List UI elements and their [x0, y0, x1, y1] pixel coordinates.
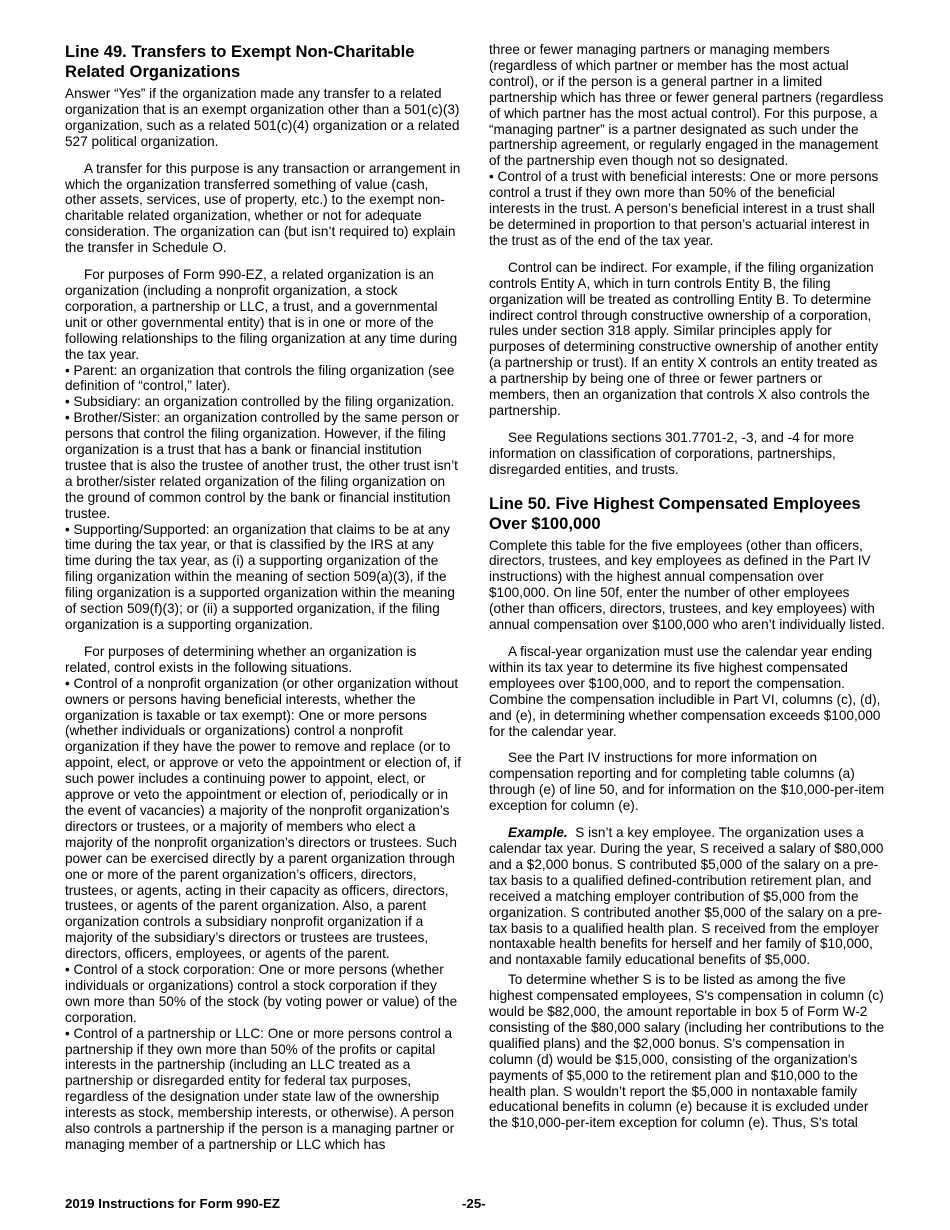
example-paragraph — [489, 825, 885, 968]
page-number: -25- — [462, 1196, 486, 1211]
line-49-heading: Line 49. Transfers to Exempt Non-Charitable Related Organizations — [65, 42, 415, 81]
related-organization-definition: For purposes of Form 990-EZ, a related organization is an organization (including a nonprofit organization, a stock corporation, a partnership or LLC, a trust, and a governmental unit or other governmental entity) that is in one or more of the following relationships to the filing organization at any time during the tax year. — [65, 267, 458, 362]
bullet-control-trust: • Control of a trust with beneficial interests: One or more persons control a trust if they own more than 50% of the beneficial interests in the trust. A person’s beneficial interest in a trust shall be determined in proportion to that person’s actuarial interest in the trust as of the end of the tax year. — [489, 169, 885, 249]
right-column — [489, 42, 885, 1131]
control-intro: For purposes of determining whether an organization is related, control exists in the following situations. — [65, 643, 417, 675]
bullet-control-nonprofit: • Control of a nonprofit organization (or other organization without owners or persons having beneficial interests, whether the organization is taxable or tax exempt): One or more persons (whether individuals or organizations) control a nonprofit organization if they have the power to remove and replace (or to appoint, elect, or approve or veto the appointment or election of, if such power includes a continuing power to appoint, elect, or approve or veto the appointment or election of, periodically or in the event of vacancies) a majority of the nonprofit organization’s directors or trustees, or a majority of members who elect a majority of the nonprofit organization’s directors or trustees. Such power can be exercised directly by a parent organization through one or more of the parent organization’s officers, directors, trustees, or agents, acting in their capacity as officers, directors, trustees, or agents of the parent organization. Also, a parent organization controls a subsidiary nonprofit organization if a majority of the subsidiary’s directors or trustees are trustees, directors, officers, employees, or agents of the parent. — [65, 676, 462, 962]
footer-title: 2019 Instructions for Form 990-EZ — [65, 1196, 281, 1211]
indirect-control: Control can be indirect. For example, if the filing organization controls Entity A, which in turn controls Entity B, the filing organization will be treated as controlling Entity B. To determine indirect control through constructive ownership of a corporation, rules under section 318 apply. Similar principles apply for purposes of determining constructive ownership of another entity (a partnership or trust). If an entity X controls an entity treated as a partnership by being one of three or fewer partners or members, then an organization that controls X also controls the partnership. — [489, 259, 879, 418]
regulations-reference: See Regulations sections 301.7701-2, -3, and -4 for more information on classification of corporations, partnerships, disregarded entities, and trusts. — [489, 429, 855, 477]
bullet-brother-sister: • Brother/Sister: an organization controlled by the same person or persons that control the filing organization. However, if the filing organization is a trust that has a bank or financial institution trustee that is also the trustee of another trust, the other trust isn’t a brother/sister related organization of the filing organization on the ground of common control by the bank or financial institution trustee. — [65, 410, 462, 521]
example-label: Example. — [508, 825, 568, 841]
bullet-control-stock-corporation: • Control of a stock corporation: One or more persons (whether individuals or organizations) control a stock corporation if they own more than 50% of the stock (by voting power or value) of the corporation. — [65, 962, 462, 1026]
fiscal-year-note: A fiscal-year organization must use the calendar year ending within its tax year to determine its five highest compensated employees over $100,000, and to report the compensation. Combine the compensation includible in Part VI, columns (c), (d), and (e), in determining whether compensation exceeds $100,000 for the calendar year. — [489, 644, 881, 739]
bullet-control-partnership: • Control of a partnership or LLC: One or more persons control a partnership if they own more than 50% of the profits or capital interests in the partnership (including an LLC treated as a partnership or disregarded entity for federal tax purposes, regardless of the designation under state law of the ownership interests as stock, membership interests, or otherwise). A person also controls a partnership if the person is a managing partner or managing member of a partnership or LLC which has — [65, 1026, 462, 1153]
transfer-definition: A transfer for this purpose is any transaction or arrangement in which the organization transferred something of value (cash, other assets, services, use of property, etc.) to the exempt non-charitable related organization, whether or not for adequate consideration. The organization can (but isn’t required to) explain the transfer in Schedule O. — [65, 160, 461, 256]
partnership-continuation: three or fewer managing partners or managing members (regardless of which partner or member has the most actual control), or if the person is a general partner in a limited partnership which has three or fewer general partners (regardless of which partner has the most actual control). For this purpose, a “managing partner” is a partner designated as such under the partnership agreement, or regularly engaged in the management of the partnership even though not so designated. — [489, 42, 884, 169]
bullet-parent: • Parent: an organization that controls the filing organization (see definition of “control,” later). — [65, 363, 462, 395]
line-50-heading: Line 50. Five Highest Compensated Employees Over $100,000 — [489, 493, 861, 533]
line-50-intro: Complete this table for the five employees (other than officers, directors, trustees, and key employees as defined in the Part IV instructions) with the highest annual compensation over $100,000. On line 50f, enter the number of other employees (other than officers, directors, trustees, and key employees) with annual compensation over $100,000 who aren’t individually listed. — [489, 537, 885, 633]
example-text: S isn’t a key employee. The organization uses a calendar tax year. During the year, S received a salary of $80,000 and a $2,000 bonus. S contributed $5,000 of the salary on a pre-tax basis to a qualified defined-contribution retirement plan, and received a matching employer contribution of $5,000 from the organization. S contributed another $5,000 of the salary on a pre-tax basis to a qualified health plan. S received from the employer nontaxable health benefits for herself and her family of $10,000, and nontaxable family educational benefits of $5,000. — [489, 825, 884, 968]
example-determination: To determine whether S is to be listed as among the five highest compensated employees, S's compensation in column (c) would be $82,000, the amount reportable in box 5 of Form W-2 consisting of the $80,000 salary (including her contributions to the qualified plans) and the $2,000 bonus. S's compensation in column (d) would be $15,000, consisting of the organization's payments of $5,000 to the retirement plan and $10,000 to the health plan. S wouldn’t report the $5,000 in nontaxable family educational benefits in column (e) because it is excluded under the $10,000-per-item exception for column (e). Thus, S's total — [489, 972, 885, 1131]
line-49-intro: Answer “Yes” if the organization made any transfer to a related organization that is an exempt organization other than a 501(c)(3) organization, such as a related 501(c)(4) organization or a related 527 political organization. — [65, 86, 460, 149]
bullet-supporting-supported: • Supporting/Supported: an organization that claims to be at any time during the tax year, or that is classified by the IRS at any time during the tax year, as (i) a supporting organization of the filing organization within the meaning of section 509(a)(3), if the filing organization is a supported organization within the meaning of section 509(f)(3); or (ii) a supported organization, if the filing organization is a supporting organization. — [65, 522, 462, 633]
bullet-subsidiary: • Subsidiary: an organization controlled by the filing organization. — [65, 394, 462, 410]
part-iv-reference: See the Part IV instructions for more information on compensation reporting and for completing table columns (a) through (e) of line 50, and for information on the $10,000-per-item exception for column (e). — [489, 750, 885, 814]
left-column — [65, 42, 462, 1153]
